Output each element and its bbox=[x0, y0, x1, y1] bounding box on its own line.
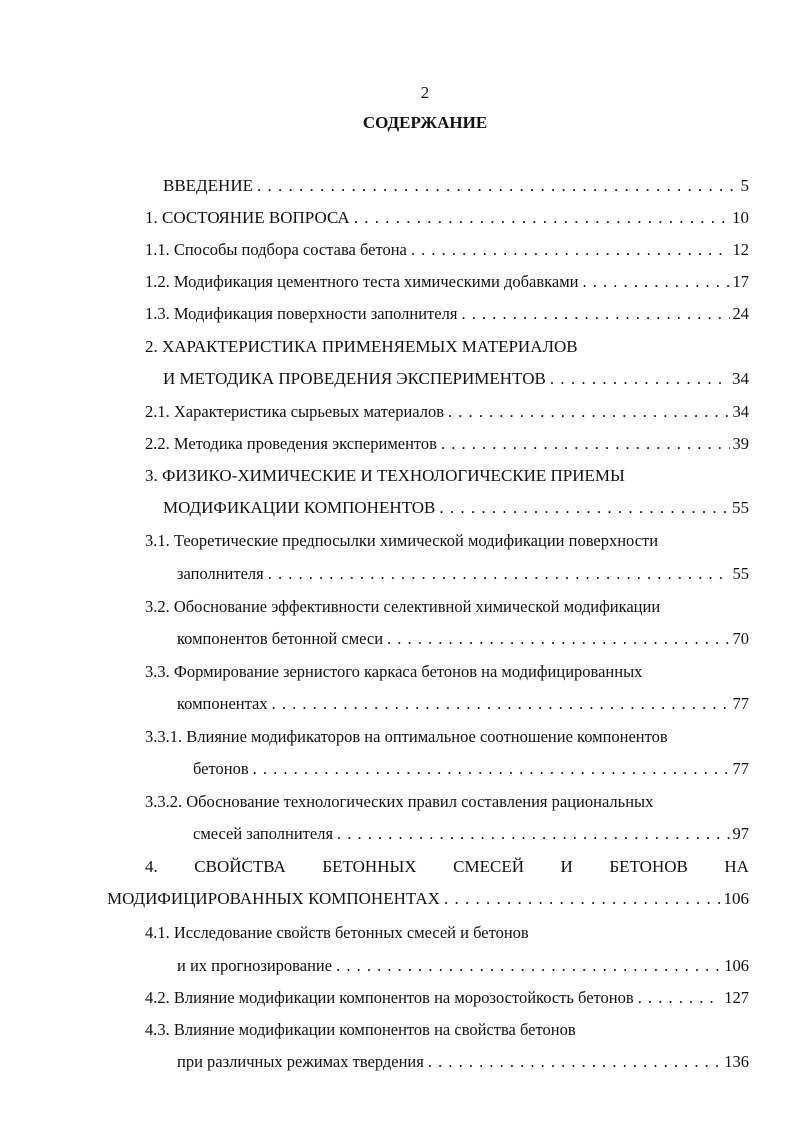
toc-entry-page: 55 bbox=[732, 564, 749, 583]
toc-entry-3-1-line2[interactable] bbox=[177, 563, 749, 585]
toc-entry-3-3-line2[interactable] bbox=[177, 693, 749, 715]
toc-entry-label: И МЕТОДИКА ПРОВЕДЕНИЯ ЭКСПЕРИМЕНТОВ bbox=[163, 369, 546, 388]
toc-entry-page: 136 bbox=[724, 1052, 749, 1071]
toc-entry-label: компонентов бетонной смеси bbox=[177, 629, 384, 648]
toc-entry-label: при различных режимах твердения bbox=[177, 1052, 424, 1071]
toc-entry-label: 4.2. Влияние модификации компонентов на морозостойкость бетонов bbox=[145, 988, 634, 1007]
toc-word: НА bbox=[724, 857, 749, 876]
toc-entry-label: 2.2. Методика проведения экспериментов bbox=[145, 434, 437, 453]
toc-entry-label: бетонов bbox=[193, 759, 249, 778]
toc-entry-3-3-1-line1[interactable]: 3.3.1. Влияние модификаторов на оптимальное соотношение компонентов bbox=[145, 727, 668, 746]
toc-entry-page: 106 bbox=[724, 956, 749, 975]
toc-word: И bbox=[560, 857, 573, 876]
toc-entry-3-line1[interactable]: 3. ФИЗИКО-ХИМИЧЕСКИЕ И ТЕХНОЛОГИЧЕСКИЕ ПРИЕМЫ bbox=[145, 466, 625, 485]
toc-entry-page: 55 bbox=[732, 498, 749, 517]
toc-entry-3-3-line1[interactable]: 3.3. Формирование зернистого каркаса бетонов на модифицированных bbox=[145, 662, 643, 681]
toc-entry-page: 5 bbox=[740, 176, 749, 195]
toc-word: СВОЙСТВА bbox=[194, 857, 286, 876]
toc-entry-page: 70 bbox=[732, 629, 749, 648]
toc-entry-page: 17 bbox=[732, 272, 749, 291]
page-number: 2 bbox=[420, 83, 430, 102]
toc-word: СМЕСЕЙ bbox=[453, 857, 524, 876]
dot-leader bbox=[354, 207, 729, 229]
toc-entry-3-3-2-line1[interactable]: 3.3.2. Обоснование технологических правил составления рациональных bbox=[145, 792, 654, 811]
dot-leader bbox=[411, 239, 730, 261]
toc-entry-2-line1[interactable]: 2. ХАРАКТЕРИСТИКА ПРИМЕНЯЕМЫХ МАТЕРИАЛОВ bbox=[145, 337, 578, 356]
dot-leader bbox=[268, 563, 730, 585]
toc-word: БЕТОННЫХ bbox=[322, 857, 417, 876]
toc-entry-page: 106 bbox=[723, 889, 749, 908]
toc-entry-label: компонентах bbox=[177, 694, 268, 713]
toc-entry-page: 77 bbox=[732, 759, 749, 778]
dot-leader bbox=[272, 693, 730, 715]
toc-entry-4-1-line2[interactable] bbox=[177, 955, 749, 977]
toc-entry-3-1-line1[interactable]: 3.1. Теоретические предпосылки химической модификации поверхности bbox=[145, 531, 659, 550]
toc-entry-4-line1[interactable] bbox=[145, 856, 749, 878]
toc-entry-page: 127 bbox=[724, 988, 749, 1007]
toc-entry-label: и их прогнозирование bbox=[177, 956, 333, 975]
toc-entry-label: 1.3. Модификация поверхности заполнителя bbox=[145, 304, 458, 323]
toc-entry-label: ВВЕДЕНИЕ bbox=[163, 176, 253, 195]
toc-entry-page: 77 bbox=[732, 694, 749, 713]
toc-entry-page: 10 bbox=[732, 208, 749, 227]
toc-entry-3-line2[interactable] bbox=[163, 497, 749, 519]
toc-entry-3-3-1-line2[interactable] bbox=[193, 758, 749, 780]
toc-entry-label: 1.2. Модификация цементного теста химическими добавками bbox=[145, 272, 579, 291]
toc-entry-page: 34 bbox=[732, 369, 749, 388]
dot-leader bbox=[428, 1051, 721, 1073]
toc-entry-label: 1.1. Способы подбора состава бетона bbox=[145, 240, 407, 259]
dot-leader bbox=[387, 628, 729, 650]
dot-leader bbox=[444, 888, 721, 910]
toc-entry-4-line2[interactable] bbox=[107, 888, 749, 910]
toc-entry-1-1[interactable] bbox=[145, 239, 749, 261]
toc-entry-4-3-line2[interactable] bbox=[177, 1051, 749, 1073]
dot-leader bbox=[448, 401, 729, 423]
toc-entry-page: 12 bbox=[732, 240, 749, 259]
toc-entry-2-2[interactable] bbox=[145, 433, 749, 455]
toc-entry-page: 97 bbox=[732, 824, 749, 843]
toc-entry-2-1[interactable] bbox=[145, 401, 749, 423]
toc-entry-1[interactable] bbox=[145, 207, 749, 229]
toc-entry-label: заполнителя bbox=[177, 564, 264, 583]
toc-entry-label: МОДИФИЦИРОВАННЫХ КОМПОНЕНТАХ bbox=[107, 889, 440, 908]
toc-entry-page: 24 bbox=[732, 304, 749, 323]
toc-entry-label: смесей заполнителя bbox=[193, 824, 334, 843]
dot-leader bbox=[441, 433, 730, 455]
dot-leader bbox=[638, 987, 722, 1009]
toc-entry-4-1-line1[interactable]: 4.1. Исследование свойств бетонных смесей и бетонов bbox=[145, 923, 529, 942]
dot-leader bbox=[253, 758, 730, 780]
toc-entry-page: 34 bbox=[732, 402, 749, 421]
toc-entry-page: 39 bbox=[732, 434, 749, 453]
toc-entry-2-line2[interactable] bbox=[163, 368, 749, 390]
toc-entry-4-3-line1[interactable]: 4.3. Влияние модификации компонентов на свойства бетонов bbox=[145, 1020, 576, 1039]
toc-entry-1-3[interactable] bbox=[145, 303, 749, 325]
dot-leader bbox=[461, 303, 729, 325]
dot-leader bbox=[257, 175, 738, 197]
toc-title: СОДЕРЖАНИЕ bbox=[362, 113, 488, 132]
toc-entry-label: 1. СОСТОЯНИЕ ВОПРОСА bbox=[145, 208, 350, 227]
toc-word: 4. bbox=[145, 857, 158, 876]
toc-entry-label: МОДИФИКАЦИИ КОМПОНЕНТОВ bbox=[163, 498, 436, 517]
toc-word: БЕТОНОВ bbox=[609, 857, 688, 876]
dot-leader bbox=[337, 823, 729, 845]
toc-entry-1-2[interactable] bbox=[145, 271, 749, 293]
toc-entry-4-2[interactable] bbox=[145, 987, 749, 1009]
dot-leader bbox=[439, 497, 729, 519]
toc-entry-3-3-2-line2[interactable] bbox=[193, 823, 749, 845]
toc-entry-3-2-line1[interactable]: 3.2. Обоснование эффективности селективной химической модификации bbox=[145, 597, 661, 616]
toc-entry-label: 2.1. Характеристика сырьевых материалов bbox=[145, 402, 445, 421]
dot-leader bbox=[550, 368, 729, 390]
dot-leader bbox=[583, 271, 730, 293]
dot-leader bbox=[336, 955, 721, 977]
toc-entry-3-2-line2[interactable] bbox=[177, 628, 749, 650]
toc-entry-introduction[interactable] bbox=[163, 175, 749, 197]
